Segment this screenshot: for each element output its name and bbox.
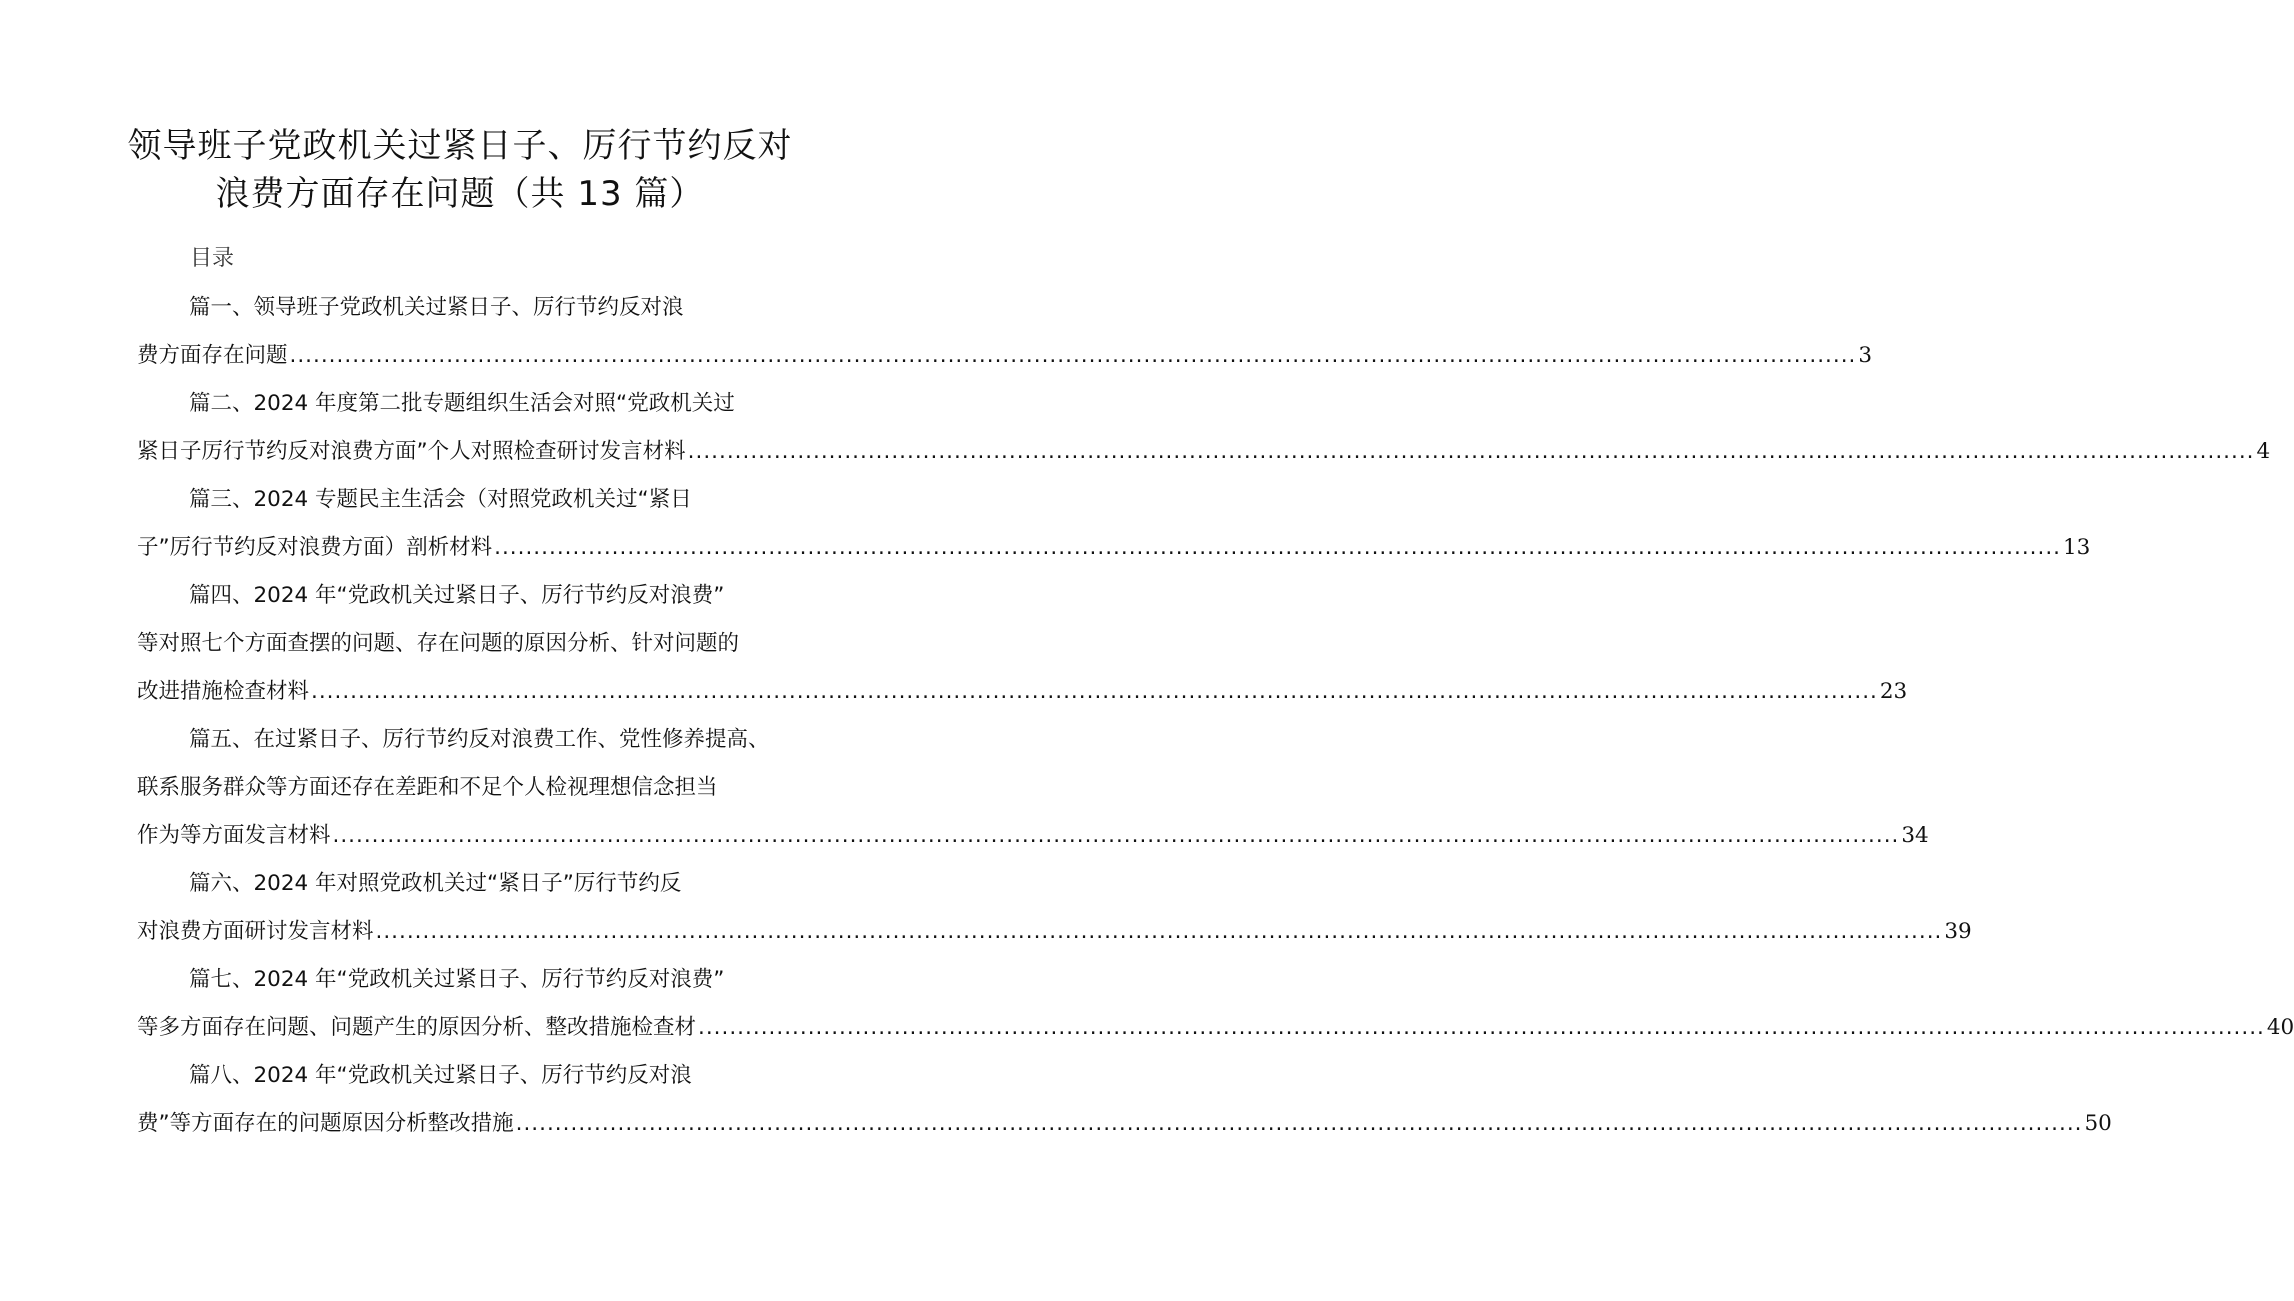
toc-page-number: 34 bbox=[1901, 823, 1929, 848]
toc-entry[interactable] bbox=[137, 476, 2091, 572]
toc-page-number: 39 bbox=[1944, 919, 1972, 944]
toc-entry-line bbox=[137, 428, 2271, 476]
toc-entry-text: 对浪费方面研讨发言材料 bbox=[137, 919, 374, 944]
toc-entry[interactable] bbox=[137, 572, 1908, 716]
toc-entry-text: 费”等方面存在的问题原因分析整改措施 bbox=[137, 1111, 514, 1136]
toc-entry-line bbox=[137, 332, 1873, 380]
toc-entry-line: 篇一、领导班子党政机关过紧日子、厉行节约反对浪 bbox=[189, 295, 684, 320]
toc-entry-line bbox=[137, 908, 1972, 956]
toc-entry[interactable] bbox=[137, 380, 2271, 476]
toc-entry-line: 篇二、2024 年度第二批专题组织生活会对照“党政机关过 bbox=[189, 391, 735, 416]
toc-entry-line: 篇八、2024 年“党政机关过紧日子、厉行节约反对浪 bbox=[189, 1063, 692, 1088]
toc-entry-text: 紧日子厉行节约反对浪费方面”个人对照检查研讨发言材料 bbox=[137, 439, 686, 464]
toc-leader-dots: ........................................................................................................................................................................................................ bbox=[289, 343, 1857, 368]
toc-page-number: 23 bbox=[1879, 679, 1908, 704]
toc-entry-line: 等对照七个方面查摆的问题、存在问题的原因分析、针对问题的 bbox=[137, 631, 740, 656]
toc-entry[interactable] bbox=[137, 284, 1873, 380]
toc-entry[interactable] bbox=[137, 860, 1972, 956]
toc-leader-dots: ........................................................................................................................................................................................................ bbox=[332, 823, 1900, 848]
toc-entry-line bbox=[137, 1100, 2112, 1148]
toc-leader-dots: ........................................................................................................................................................................................................ bbox=[687, 439, 2255, 464]
toc-entry[interactable] bbox=[137, 1052, 2112, 1148]
toc-entry-line: 篇五、在过紧日子、厉行节约反对浪费工作、党性修养提高、 bbox=[189, 727, 770, 752]
toc-entry-text: 作为等方面发言材料 bbox=[137, 823, 331, 848]
toc-label: 目录 bbox=[190, 246, 235, 271]
toc-entry-line: 篇七、2024 年“党政机关过紧日子、厉行节约反对浪费” bbox=[189, 967, 725, 992]
toc-page-number: 3 bbox=[1858, 343, 1873, 368]
toc-entry-line: 篇四、2024 年“党政机关过紧日子、厉行节约反对浪费” bbox=[189, 583, 725, 608]
toc-entry-line bbox=[137, 812, 1929, 860]
title-line: 浪费方面存在问题（共 13 篇） bbox=[215, 174, 705, 214]
toc-entry-line bbox=[137, 668, 1908, 716]
toc-page-number: 40 bbox=[2266, 1015, 2294, 1040]
toc-leader-dots: ........................................................................................................................................................................................................ bbox=[375, 919, 1943, 944]
toc-entry[interactable] bbox=[137, 956, 2294, 1052]
toc-page-number: 4 bbox=[2256, 439, 2271, 464]
toc-entry-text: 改进措施检查材料 bbox=[137, 679, 310, 704]
toc-entry[interactable] bbox=[137, 716, 1929, 860]
toc-entry-line: 篇三、2024 专题民主生活会（对照党政机关过“紧日 bbox=[189, 487, 692, 512]
document-title bbox=[120, 122, 800, 218]
toc-entry-text: 费方面存在问题 bbox=[137, 343, 288, 368]
toc-page-number: 50 bbox=[2084, 1111, 2112, 1136]
toc-page-number: 13 bbox=[2063, 535, 2091, 560]
toc-leader-dots: ........................................................................................................................................................................................................ bbox=[494, 535, 2061, 560]
toc-leader-dots: ........................................................................................................................................................................................................ bbox=[311, 679, 1878, 704]
title-line: 领导班子党政机关过紧日子、厉行节约反对 bbox=[127, 126, 793, 166]
toc-entry-line bbox=[137, 1004, 2294, 1052]
toc-entry-text: 子”厉行节约反对浪费方面）剖析材料 bbox=[137, 535, 493, 560]
toc-entry-line: 联系服务群众等方面还存在差距和不足个人检视理想信念担当 bbox=[137, 775, 718, 800]
toc-entry-line bbox=[137, 524, 2091, 572]
toc-leader-dots: ........................................................................................................................................................................................................ bbox=[515, 1111, 2083, 1136]
toc-leader-dots: ........................................................................................................................................................................................................ bbox=[698, 1015, 2265, 1040]
toc-entry-line: 篇六、2024 年对照党政机关过“紧日子”厉行节约反 bbox=[189, 871, 682, 896]
toc-entry-text: 等多方面存在问题、问题产生的原因分析、整改措施检查材 bbox=[137, 1015, 697, 1040]
